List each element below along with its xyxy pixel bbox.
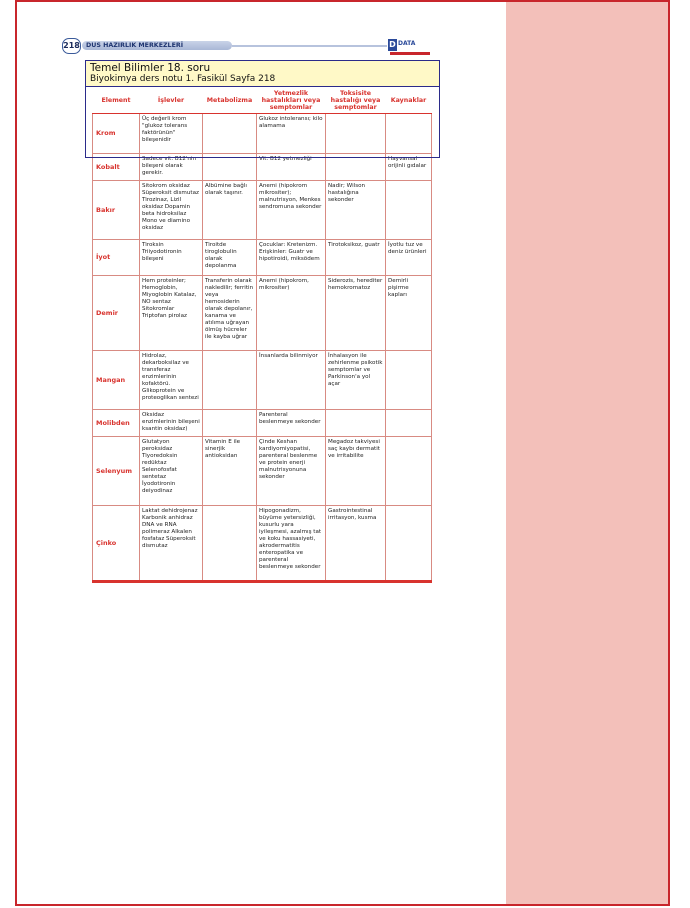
table-row <box>93 506 432 582</box>
element-cell: Çinko <box>93 506 140 582</box>
element-cell: Kobalt <box>93 154 140 181</box>
column-header: Yetmezlik hastalıkları veya semptomlar <box>257 88 326 114</box>
islevler-cell: Üç değerli krom "glukoz tolerans faktörünün" bileşenidir <box>140 114 203 154</box>
table-row <box>93 351 432 410</box>
table-row <box>93 240 432 276</box>
metabolizma-cell <box>203 114 257 154</box>
toksisite-cell: Nadir; Wilson hastalığına sekonder <box>326 181 386 240</box>
table-row <box>93 114 432 154</box>
header-divider <box>232 45 387 47</box>
yetmezlik-cell: Anemi (hipokrom mikrositer); malnutrisyon, Menkes sendromuna sekonder <box>257 181 326 240</box>
kaynaklar-cell <box>386 410 432 437</box>
metabolizma-cell: Tiroitde tiroglobulin olarak depolanma <box>203 240 257 276</box>
element-cell: Selenyum <box>93 437 140 506</box>
yetmezlik-cell: Parenteral beslenmeye sekonder <box>257 410 326 437</box>
yetmezlik-cell: Vit. B12 yetmezliği <box>257 154 326 181</box>
table-row <box>93 437 432 506</box>
table-row <box>93 276 432 351</box>
mineral-table <box>92 88 432 583</box>
kaynaklar-cell: Demirli pişirme kapları <box>386 276 432 351</box>
element-cell: Mangan <box>93 351 140 410</box>
metabolizma-cell: Transferin olarak nakledilir; ferritin veya hemosiderin olarak depolanır, kanama ve atılıma uğrayan ölmüş hücreler ile kayba uğrar <box>203 276 257 351</box>
note-title: Temel Bilimler 18. soru <box>90 62 211 74</box>
yetmezlik-cell: İnsanlarda bilinmiyor <box>257 351 326 410</box>
metabolizma-cell <box>203 410 257 437</box>
element-cell: İyot <box>93 240 140 276</box>
islevler-cell: Glutatyon peroksidaz Tiyoredoksin redüktaz Selenofosfat sentetaz İyodotironin deiyodinaz <box>140 437 203 506</box>
logo-letter: D <box>389 40 396 49</box>
column-header: Metabolizma <box>203 88 257 114</box>
table-row <box>93 181 432 240</box>
kaynaklar-cell <box>386 351 432 410</box>
kaynaklar-cell <box>386 114 432 154</box>
column-header: İşlevler <box>140 88 203 114</box>
header-banner: DUS HAZIRLIK MERKEZLERİ <box>82 41 232 50</box>
kaynaklar-cell: İyotlu tuz ve deniz ürünleri <box>386 240 432 276</box>
islevler-cell: Oksidaz enzimlerinin bileşeni ksantin oksidaz) <box>140 410 203 437</box>
table-header-row <box>93 88 432 114</box>
column-header: Toksisite hastalığı veya semptomlar <box>326 88 386 114</box>
side-panel <box>506 2 668 904</box>
yetmezlik-cell: Çinde Keshan kardiyomiyopatisi, parenteral beslenme ve protein enerji malnutrisyonuna sekonder <box>257 437 326 506</box>
element-cell: Bakır <box>93 181 140 240</box>
table-row <box>93 154 432 181</box>
element-cell: Krom <box>93 114 140 154</box>
column-header: Kaynaklar <box>386 88 432 114</box>
islevler-cell: Hidrolaz, dekarboksilaz ve transferaz enzimlerinin kofaktörü. Glikoprotein ve proteoglikan sentezi <box>140 351 203 410</box>
note-subtitle: Biyokimya ders notu 1. Fasikül Sayfa 218 <box>90 74 276 84</box>
toksisite-cell: Megadoz takviyesi saç kaybı dermatit ve irritabilite <box>326 437 386 506</box>
logo-text: DATA <box>398 40 416 47</box>
metabolizma-cell <box>203 506 257 582</box>
toksisite-cell: Tirotoksikoz, guatr <box>326 240 386 276</box>
logo-underline <box>390 52 430 55</box>
column-header: Element <box>93 88 140 114</box>
islevler-cell: Hem proteinler; Hemoglobin, Miyoglobin Katalaz, NO sentaz Sitokromlar Triptofan pirolaz <box>140 276 203 351</box>
kaynaklar-cell <box>386 181 432 240</box>
toksisite-cell: İnhalasyon ile zehirlenme psikotik semptomlar ve Parkinson'a yol açar <box>326 351 386 410</box>
islevler-cell: Sadece vit. B12'nin bileşeni olarak gerekir. <box>140 154 203 181</box>
kaynaklar-cell <box>386 506 432 582</box>
toksisite-cell: Siderozis, herediter hemokromatoz <box>326 276 386 351</box>
yetmezlik-cell: Çocuklar: Kretenizm. Erişkinler: Guatr ve hipotiroidi, miksödem <box>257 240 326 276</box>
metabolizma-cell <box>203 154 257 181</box>
publisher-logo <box>388 37 430 56</box>
kaynaklar-cell: Hayvansal orijinli gıdalar <box>386 154 432 181</box>
toksisite-cell <box>326 410 386 437</box>
yetmezlik-cell: Hipogonadizm, büyüme yetersizliği, kusurlu yara iyileşmesi, azalmış tat ve koku hassasiyeti, akrodermatitis enteropatika ve parenteral beslenmeye sekonder <box>257 506 326 582</box>
table-row <box>93 410 432 437</box>
toksisite-cell <box>326 114 386 154</box>
element-cell: Demir <box>93 276 140 351</box>
kaynaklar-cell <box>386 437 432 506</box>
element-cell: Molibden <box>93 410 140 437</box>
toksisite-cell: Gastrointestinal irritasyon, kusma <box>326 506 386 582</box>
page-number: 218 <box>62 38 81 54</box>
toksisite-cell <box>326 154 386 181</box>
metabolizma-cell <box>203 351 257 410</box>
annotation-note <box>85 60 440 87</box>
yetmezlik-cell: Anemi (hipokrom, mikrositer) <box>257 276 326 351</box>
metabolizma-cell: Albümine bağlı olarak taşınır. <box>203 181 257 240</box>
yetmezlik-cell: Glukoz intoleransı; kilo alamama <box>257 114 326 154</box>
islevler-cell: Sitokrom oksidaz Süperoksit dismutaz Tirozinaz, Lizil oksidaz Dopamin beta hidroksilaz Mono ve diamino oksidaz <box>140 181 203 240</box>
islevler-cell: Laktat dehidrojenaz Karbonik anhidraz DNA ve RNA polimeraz Alkalen fosfataz Süperoksit dismutaz <box>140 506 203 582</box>
metabolizma-cell: Vitamin E ile sinerjik antioksidan <box>203 437 257 506</box>
islevler-cell: Tiroksin Triiyodotironin bileşeni <box>140 240 203 276</box>
